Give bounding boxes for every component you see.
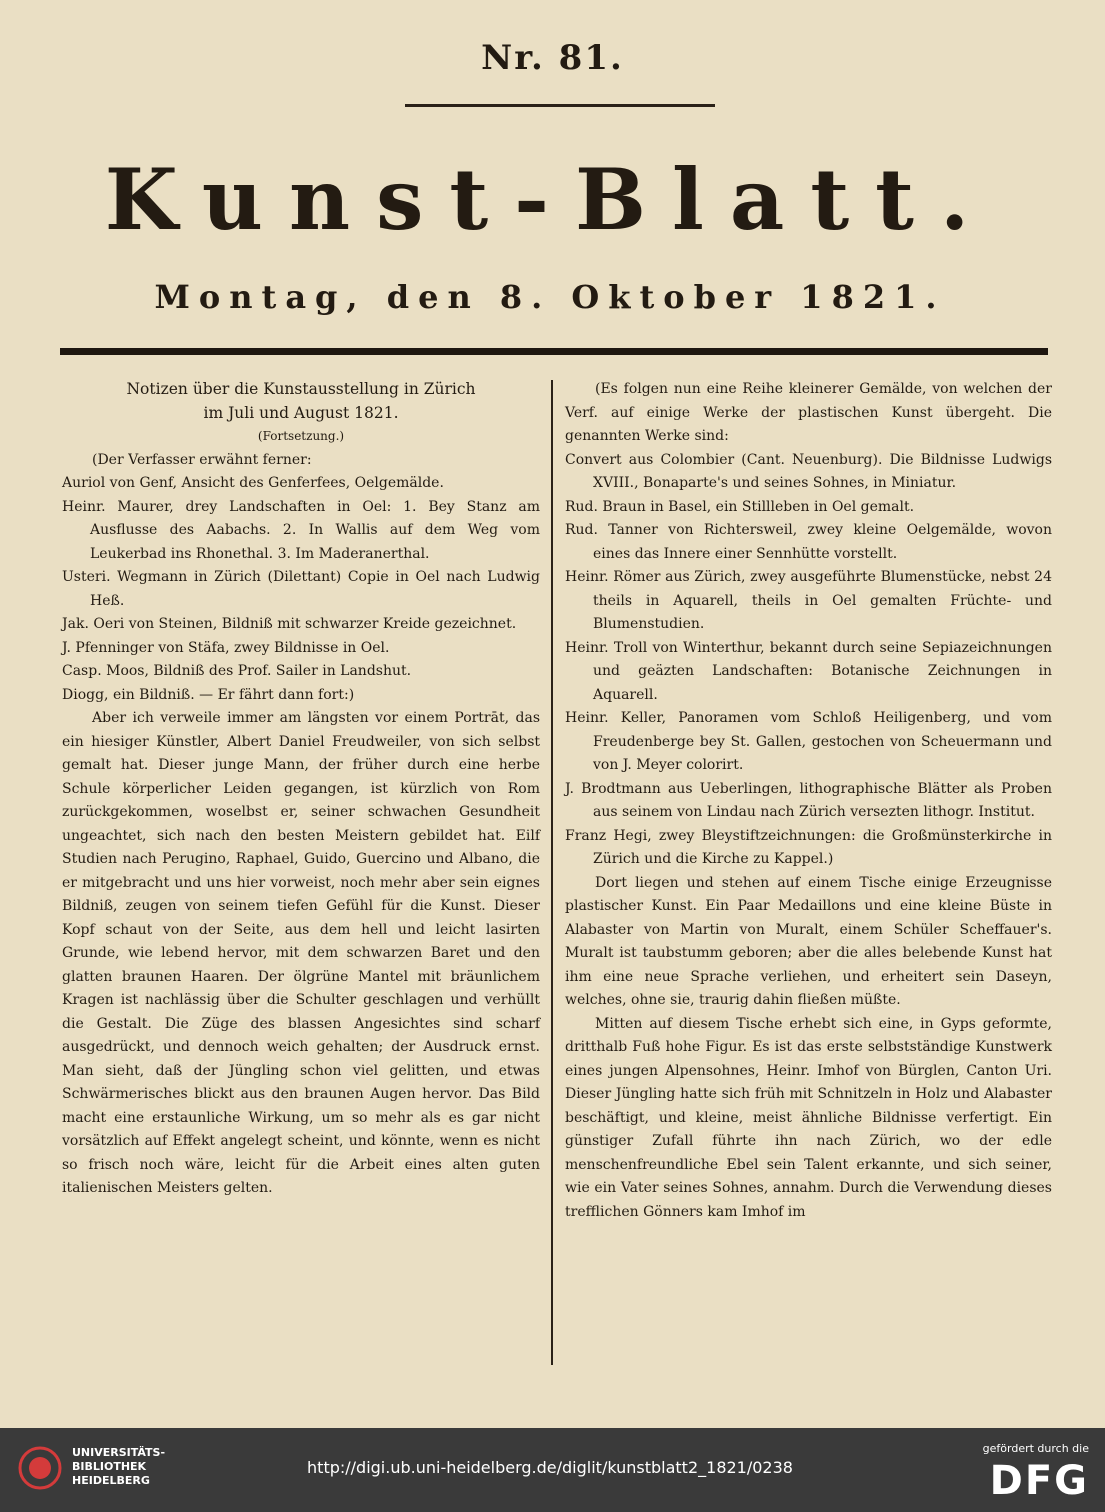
continued-note: (Fortsetzung.) <box>257 429 345 443</box>
list-item: Heinr. Keller, Panoramen vom Schloß Heiligenberg, und vom Freudenberge bey St. Gallen, gestochen von Scheuermann und von J. Meyer colorirt. <box>565 710 1052 773</box>
list-item: J. Brodtmann aus Ueberlingen, lithographische Blätter als Proben aus seinem von Lindau nach Zürich versezten lithogr. Institut. <box>565 780 1052 820</box>
article-title-line2: im Juli und August 1821. <box>203 403 399 422</box>
list-item: Franz Hegi, zwey Bleystiftzeichnungen: die Großmünsterkirche in Zürich und die Kirche zu Kappel.) <box>565 827 1052 867</box>
header-divider <box>60 348 1048 355</box>
article-title-line1: Notizen über die Kunstausstellung in Zürich <box>126 380 476 398</box>
right-intro: (Es folgen nun eine Reihe kleinerer Gemälde, von welchen der Verf. auf einige Werke der plastischen Kunst übergeht. Die genannten Werke sind: <box>565 381 1052 444</box>
page-url[interactable]: http://digi.ub.uni-heidelberg.de/diglit/kunstblatt2_1821/0238 <box>307 1458 793 1477</box>
dateline: Montag, den 8. Oktober 1821. <box>154 278 946 316</box>
masthead-title: Kunst-Blatt. <box>104 150 996 249</box>
issue-number: Nr. 81. <box>481 38 624 78</box>
left-body-paragraph: Aber ich verweile immer am längsten vor einem Portrāt, das ein hiesiger Künstler, Albert Daniel Freudweiler, von sich selbst gemalt hat. Dieser junge Mann, der früher durch eine herbe Schule körperlicher Leiden gegangen, ist kürzlich von Rom zurückgekommen, woselbst er, seiner schwachen Gesundheit ungeachtet, sich nach den besten Meistern gebildet hat. Eilf Studien nach Perugino, Raphael, Guido, Guercino und Albano, die er mitgebracht und uns hier vorweist, noch mehr aber sein eignes Bildniß, zeugen von seinem tiefen Gefühl für die Kunst. Dieser Kopf schaut von der Seite, aus dem hell und leicht lasirten Grunde, wie lebend hervor, mit dem schwarzen Baret und den glatten braunen Haaren. Der ölgrüne Mantel mit bräunlichem Kragen ist nachlässig über die Schulter geschlagen und verhüllt die Gestalt. Die Züge des blassen Angesichtes sind scharf ausgedrückt, und dennoch weich gehalten; der Ausdruck ernst. Man sieht, daß der Jüngling schon viel gelitten, und etwas Schwärmerisches blickt aus den braunen Augen hervor. Das Bild macht eine erstaunliche Wirkung, um so mehr als es gar nicht vorsätzlich auf Effekt angelegt scheint, und könnte, wenn es nicht so frisch noch wäre, leicht für die Arbeit eines alten guten italienischen Meisters gelten. <box>62 710 540 1196</box>
left-column <box>62 378 540 1201</box>
library-logo-text: UNIVERSITÄTS- BIBLIOTHEK HEIDELBERG <box>72 1446 166 1487</box>
list-item: J. Pfenninger von Stäfa, zwey Bildnisse in Oel. <box>62 639 390 656</box>
list-item: Convert aus Colombier (Cant. Neuenburg). Die Bildnisse Ludwigs XVIII., Bonaparte's und seines Sohnes, in Miniatur. <box>565 451 1052 491</box>
dfg-logo: DFG <box>989 1458 1089 1504</box>
right-paragraph-2: Mitten auf diesem Tische erhebt sich eine, in Gyps geformte, dritthalb Fuß hohe Figur. Es ist das erste selbstständige Kunstwerk eines jungen Alpensohnes, Heinr. Imhof von Bürglen, Canton Uri. Dieser Jüngling hatte sich früh mit Schnitzeln in Holz und Alabaster beschäftigt, und kleine, meist ähnliche Bildnisse verfertigt. Ein günstiger Zufall führte ihn nach Zürich, wo der edle menschenfreundliche Ebel sein Talent erkannte, und sich seiner, wie ein Vater seines Sohnes, annahm. Durch die Verwendung dieses trefflichen Gönners kam Imhof im <box>565 1015 1052 1220</box>
university-seal-icon <box>18 1446 62 1490</box>
list-item: Heinr. Römer aus Zürich, zwey ausgeführte Blumenstücke, nebst 24 theils in Aquarell, theils in Oel gemalten Früchte- und Blumenstudien. <box>565 569 1052 632</box>
left-intro: (Der Verfasser erwähnt ferner: <box>92 451 312 468</box>
list-item: Rud. Tanner von Richtersweil, zwey kleine Oelgemälde, wovon eines das Innere einer Sennhütte vorstellt. <box>565 522 1052 562</box>
list-item: Heinr. Troll von Winterthur, bekannt durch seine Sepiazeichnungen und geäzten Landschaften: Botanische Zeichnungen in Aquarell. <box>565 639 1052 703</box>
list-item: Auriol von Genf, Ansicht des Genferfees, Oelgemälde. <box>62 475 444 491</box>
right-column <box>565 378 1052 1224</box>
viewer-footer <box>0 1428 1105 1512</box>
list-item: Jak. Oeri von Steinen, Bildniß mit schwarzer Kreide gezeichnet. <box>62 616 517 632</box>
list-item: Rud. Braun in Basel, ein Stillleben in Oel gemalt. <box>565 498 915 515</box>
list-item: Usteri. Wegmann in Zürich (Dilettant) Copie in Oel nach Ludwig Heß. <box>62 569 540 609</box>
list-item: Heinr. Maurer, drey Landschaften in Oel: 1. Bey Stanz am Ausflusse des Aabachs. 2. In Wallis auf dem Weg vom Leukerbad ins Rhonethal. 3. Im Maderanerthal. <box>62 498 540 562</box>
list-item: Casp. Moos, Bildniß des Prof. Sailer in Landshut. <box>62 663 412 679</box>
top-rule <box>405 104 715 107</box>
column-divider <box>551 380 553 1365</box>
right-paragraph-1: Dort liegen und stehen auf einem Tische einige Erzeugnisse plastischer Kunst. Ein Paar Medaillons und eine kleine Büste in Alabaster von Martin von Muralt, einem Schüler Scheffauer's. Muralt ist taubstumm geboren; aber die alles belebende Kunst hat ihm eine neue Sprache verliehen, und erheitert sein Daseyn, welches, ohne sie, traurig dahin fließen müßte. <box>565 874 1052 1008</box>
list-item: Diogg, ein Bildniß. — Er fährt dann fort:) <box>62 686 355 703</box>
funding-label: gefördert durch die <box>982 1442 1089 1455</box>
